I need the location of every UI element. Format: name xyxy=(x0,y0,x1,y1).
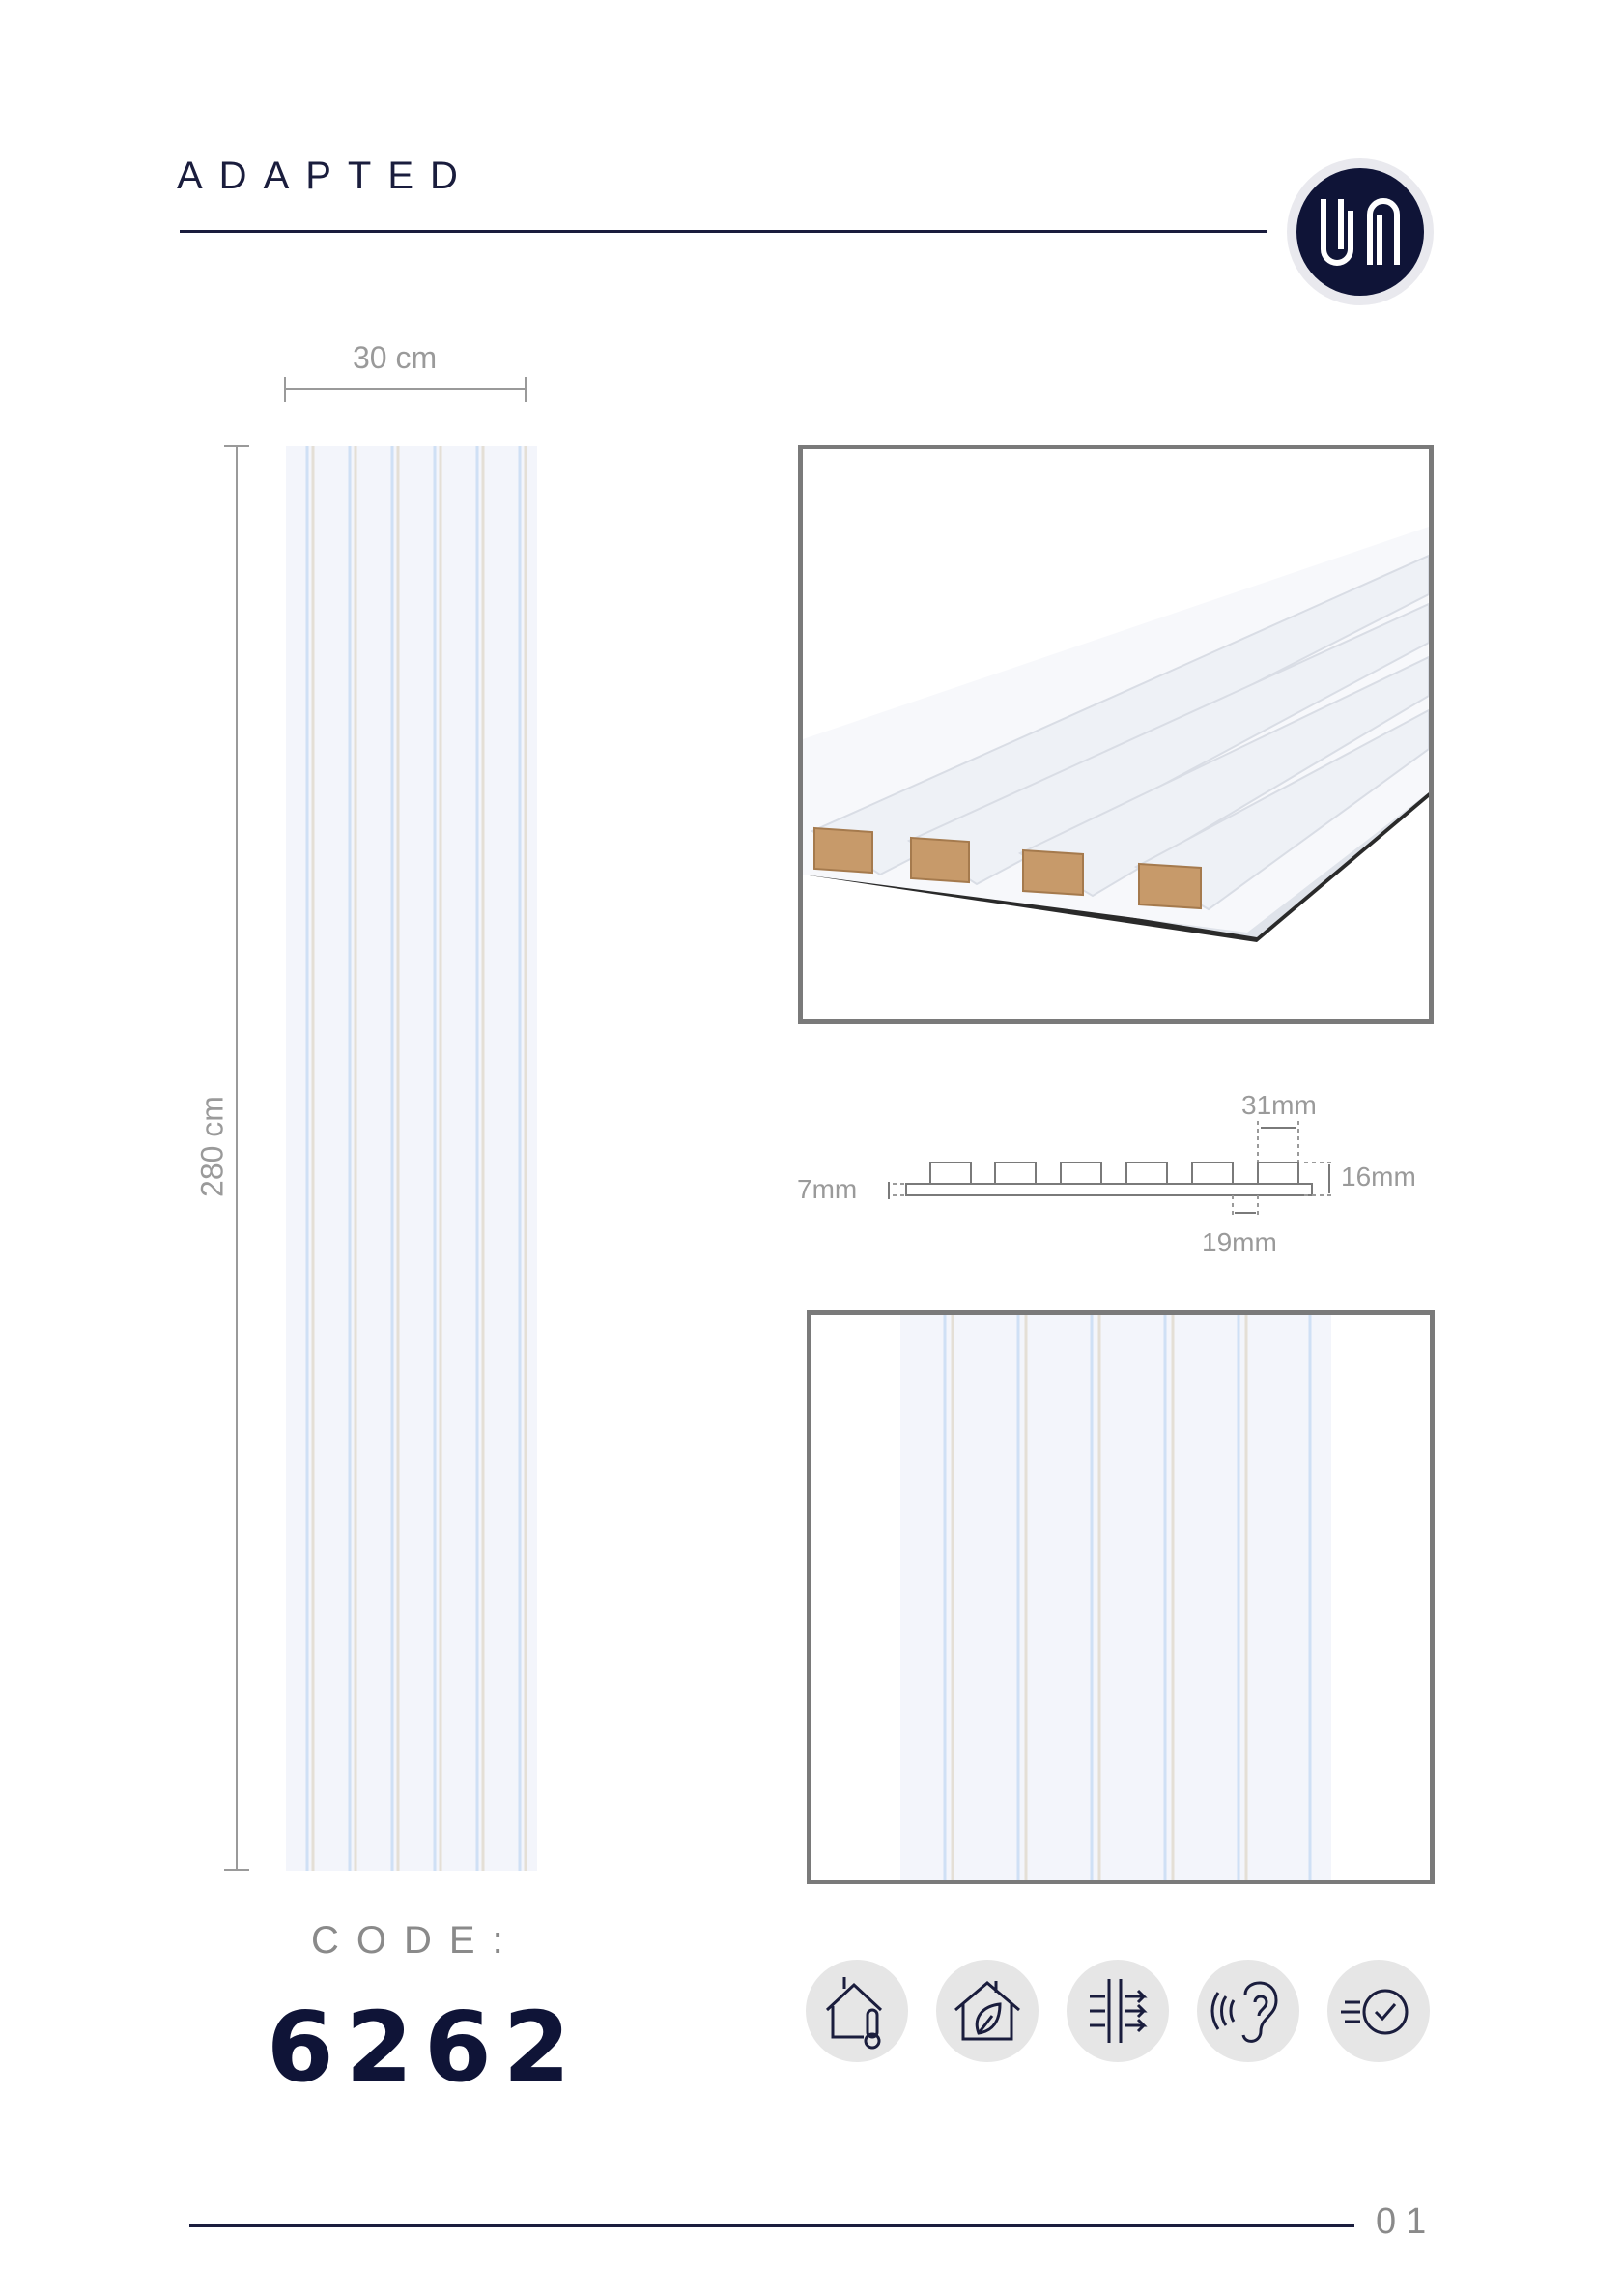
height-tick-bottom xyxy=(224,1869,249,1871)
wall-panel-arrows-icon xyxy=(1067,1960,1169,2062)
brand-title: ADAPTED xyxy=(177,155,474,197)
house-leaf-icon xyxy=(936,1960,1039,2062)
height-dimension-label: 280 cm xyxy=(194,1096,230,1197)
width-dimension-line xyxy=(285,388,527,390)
panel-closeup-photo xyxy=(807,1310,1435,1884)
feature-icons-row xyxy=(806,1960,1434,2066)
slat-height-label: 16mm xyxy=(1341,1162,1416,1191)
logo-icon xyxy=(1285,157,1436,307)
ear-sound-icon xyxy=(1197,1960,1299,2062)
panel-perspective-photo xyxy=(798,445,1434,1024)
page-number: 01 xyxy=(1376,2201,1437,2242)
fast-clock-icon xyxy=(1327,1960,1430,2062)
slat-width-label: 31mm xyxy=(1241,1090,1317,1120)
profile-cross-section-diagram xyxy=(792,1077,1449,1271)
width-dimension-label: 30 cm xyxy=(353,340,438,375)
product-code: 6262 xyxy=(267,1991,583,2104)
width-tick-left xyxy=(284,377,286,402)
panel-perspective-icon xyxy=(803,449,1429,1019)
width-tick-right xyxy=(525,377,527,402)
panel-front-image xyxy=(286,446,537,1871)
height-tick-top xyxy=(224,445,249,447)
house-thermometer-icon xyxy=(806,1960,908,2062)
code-label: CODE: xyxy=(311,1919,521,1962)
panel-closeup-icon xyxy=(812,1315,1430,1880)
gap-label: 19mm xyxy=(1202,1227,1277,1257)
footer-divider xyxy=(189,2224,1354,2227)
header-divider xyxy=(180,230,1267,233)
base-thickness-label: 7mm xyxy=(797,1174,858,1204)
height-dimension-line xyxy=(236,446,238,1871)
